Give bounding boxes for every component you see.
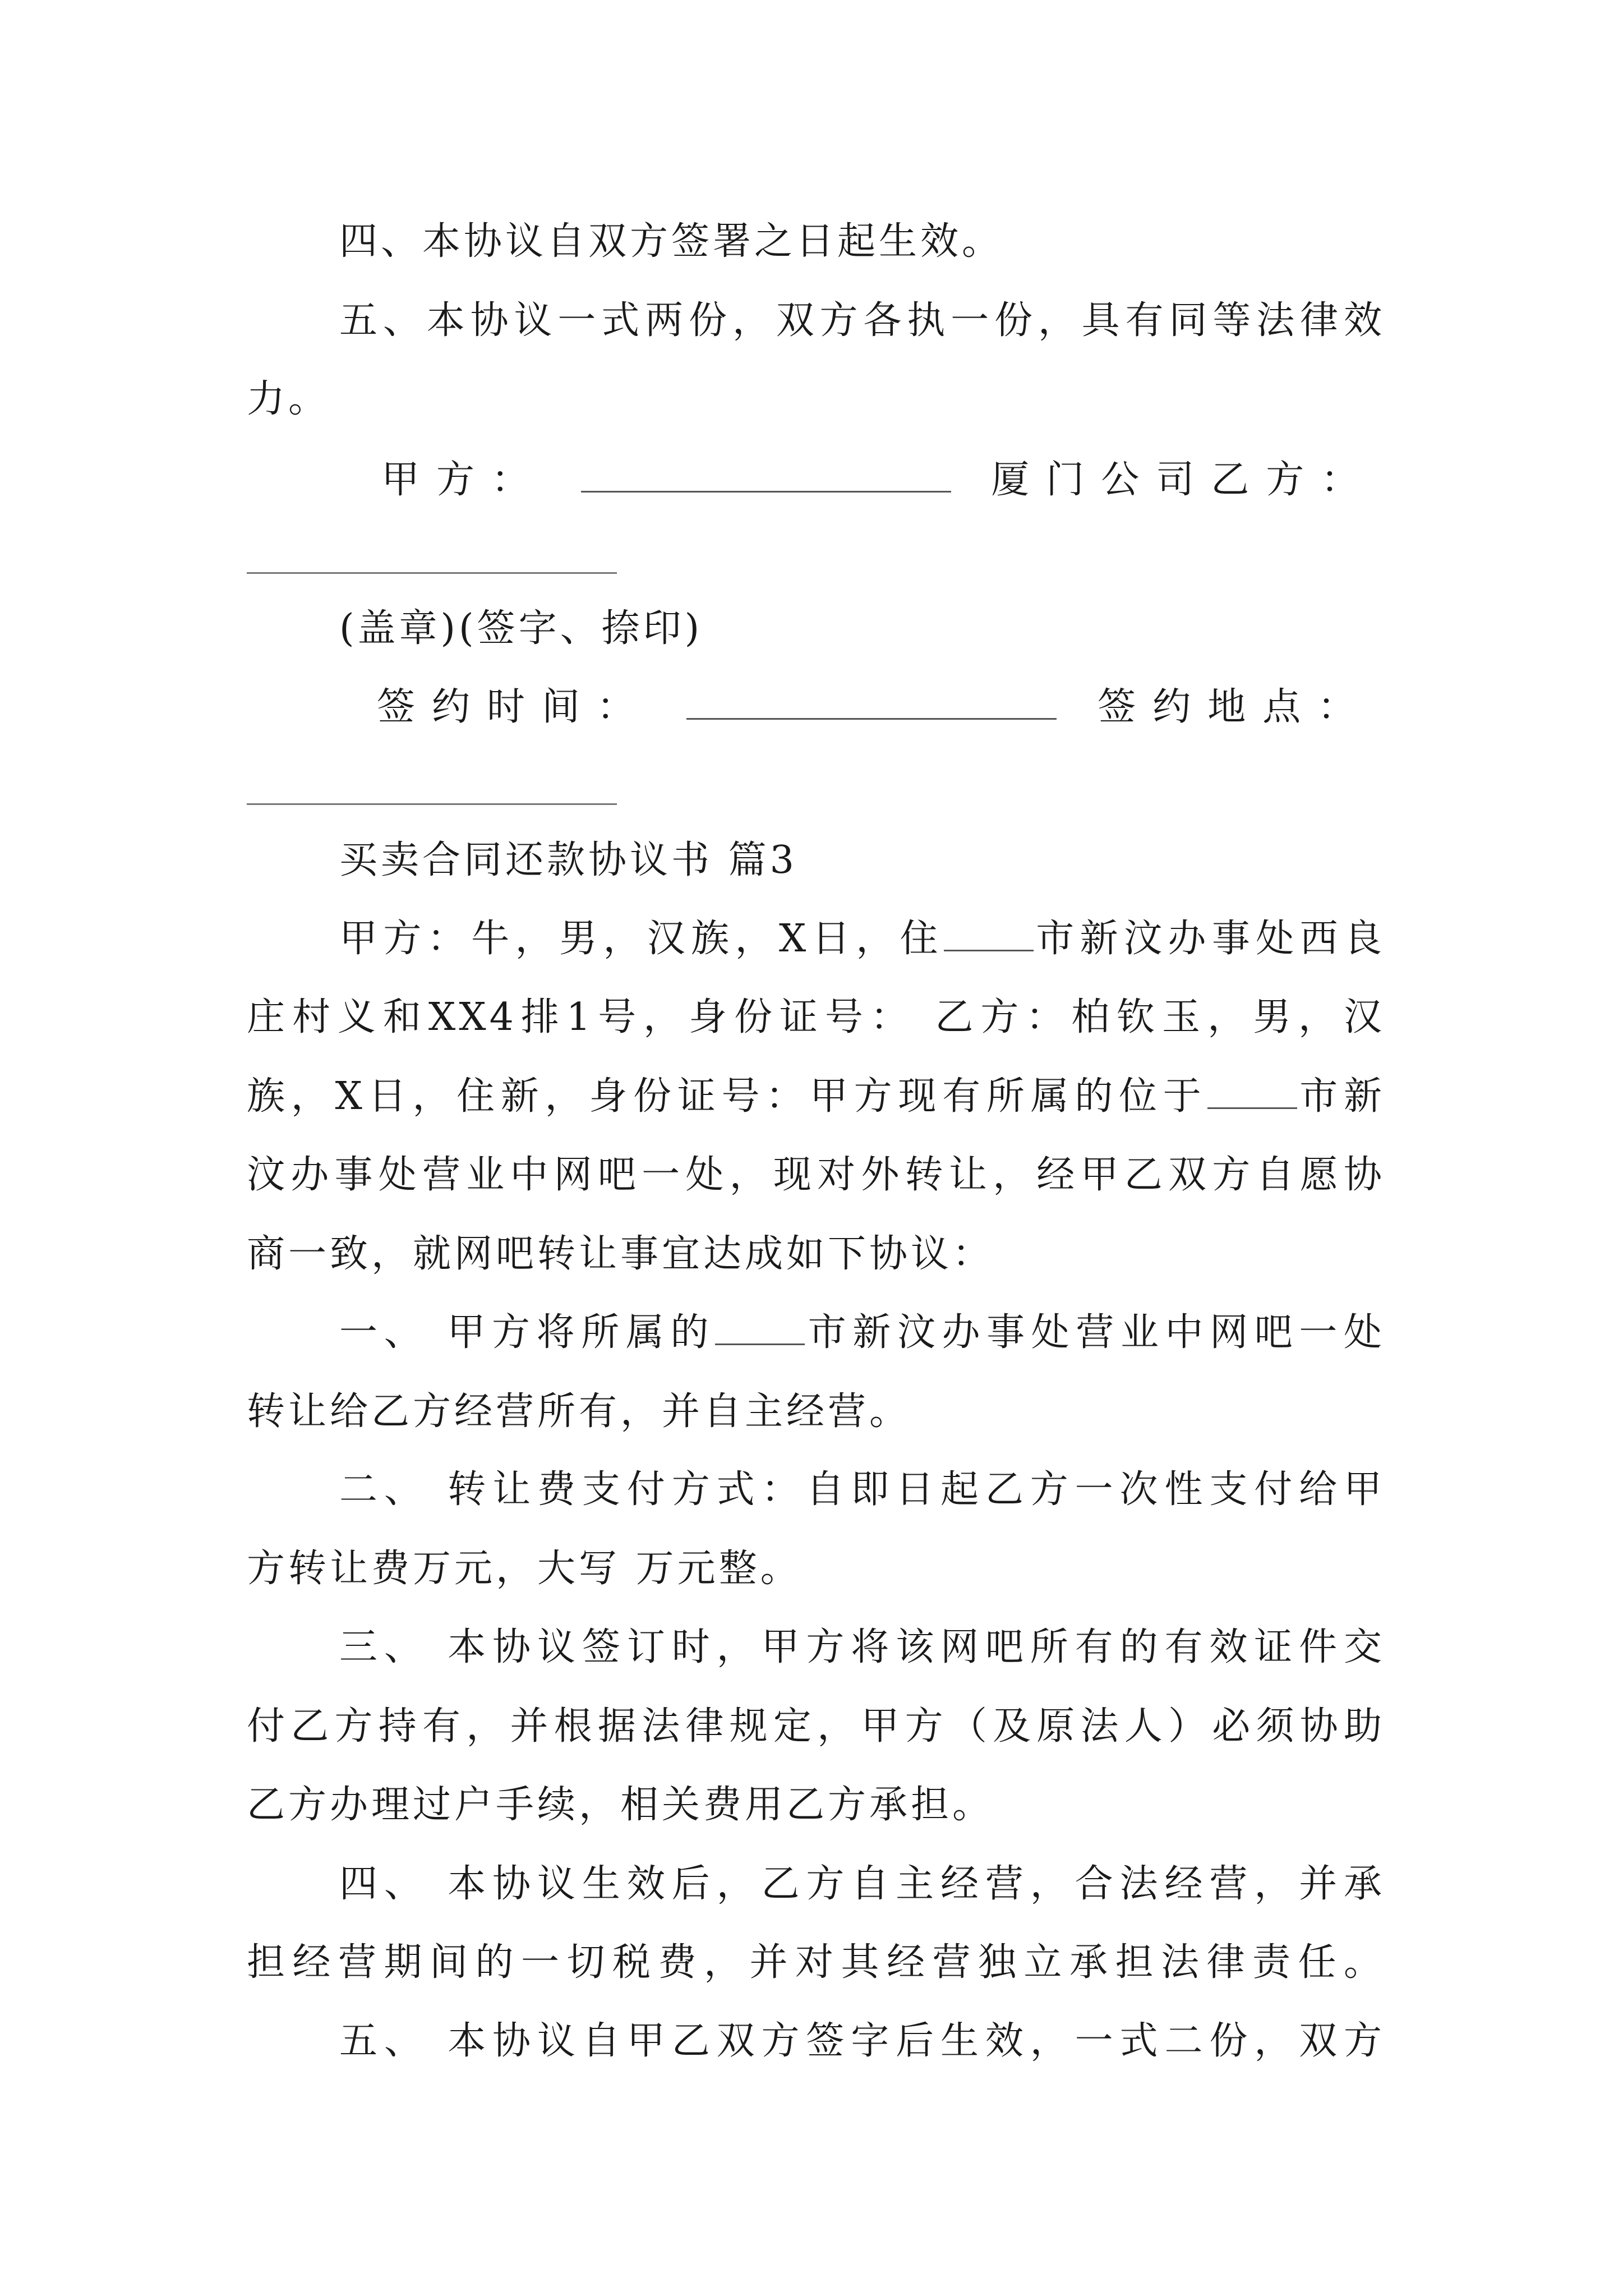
sign-place-blank bbox=[247, 803, 617, 805]
party-info-text: 市新 bbox=[1297, 1074, 1385, 1119]
clause-1-line-2: 转让给乙方经营所有，并自主经营。 bbox=[247, 1389, 911, 1434]
party-info-text: 市新汶办事处西良 bbox=[1033, 917, 1385, 961]
section-heading: 买卖合同还款协议书 篇3 bbox=[339, 838, 797, 882]
party-a-blank bbox=[581, 457, 951, 493]
clause-text: 市新汶办事处营业中网吧一处 bbox=[805, 1310, 1385, 1355]
sign-place-label: 签约地点： bbox=[1098, 685, 1373, 729]
clause-1-line-1 bbox=[339, 1307, 1385, 1359]
clause-5-copies: 五、本协议一式两份，双方各执一份，具有同等法律效 bbox=[339, 298, 1385, 343]
clause-3-line-3: 乙方办理过户手续，相关费用乙方承担。 bbox=[247, 1783, 994, 1827]
clause-5-line-1: 五、 本协议自甲乙双方签字后生效，一式二份，双方 bbox=[339, 2019, 1385, 2063]
clause-3-line-2: 付乙方持有，并根据法律规定，甲方（及原法人）必须协助 bbox=[247, 1704, 1385, 1749]
clause-4-line-2: 担经营期间的一切税费，并对其经营独立承担法律责任。 bbox=[247, 1940, 1385, 1985]
sign-time-blank bbox=[686, 684, 1057, 720]
clause-2-line-1: 二、 转让费支付方式：自即日起乙方一次性支付给甲 bbox=[339, 1467, 1385, 1512]
signing-line-time-place bbox=[377, 682, 1385, 733]
party-info-line-4: 汶办事处营业中网吧一处，现对外转让，经甲乙双方自愿协 bbox=[247, 1153, 1385, 1197]
party-b-blank bbox=[247, 572, 617, 574]
party-info-text: 甲方：牛，男，汉族，X日，住 bbox=[339, 917, 944, 961]
signature-line-parties bbox=[381, 454, 1385, 506]
clause-3-line-1: 三、 本协议签订时，甲方将该网吧所有的有效证件交 bbox=[339, 1625, 1385, 1669]
party-info-line-3 bbox=[247, 1071, 1385, 1122]
party-info-line-2: 庄村义和XX4排1号，身份证号： 乙方：柏钦玉，男，汉 bbox=[247, 995, 1385, 1039]
city-blank bbox=[1207, 1074, 1297, 1109]
sign-time-label: 签约时间： bbox=[377, 685, 652, 729]
seal-signature-note: (盖章)(签字、捺印) bbox=[339, 606, 703, 651]
clause-text: 一、 甲方将所属的 bbox=[339, 1310, 716, 1355]
party-info-line-5: 商一致，就网吧转让事宜达成如下协议： bbox=[247, 1232, 994, 1276]
city-blank bbox=[944, 916, 1034, 951]
clause-4-effective: 四、本协议自双方签署之日起生效。 bbox=[339, 219, 1004, 264]
clause-4-line-1: 四、 本协议生效后，乙方自主经营，合法经营，并承 bbox=[339, 1862, 1385, 1906]
city-blank bbox=[715, 1310, 805, 1345]
clause-5-copies-cont: 力。 bbox=[247, 377, 330, 421]
party-a-label: 甲方： bbox=[381, 458, 547, 502]
party-info-text: 族，X日，住新，身份证号：甲方现有所属的位于 bbox=[247, 1074, 1207, 1119]
party-a-company: 厦门公司乙方： bbox=[991, 458, 1376, 502]
party-info-line-1 bbox=[339, 913, 1385, 965]
clause-2-line-2: 方转让费万元，大写 万元整。 bbox=[247, 1547, 802, 1591]
